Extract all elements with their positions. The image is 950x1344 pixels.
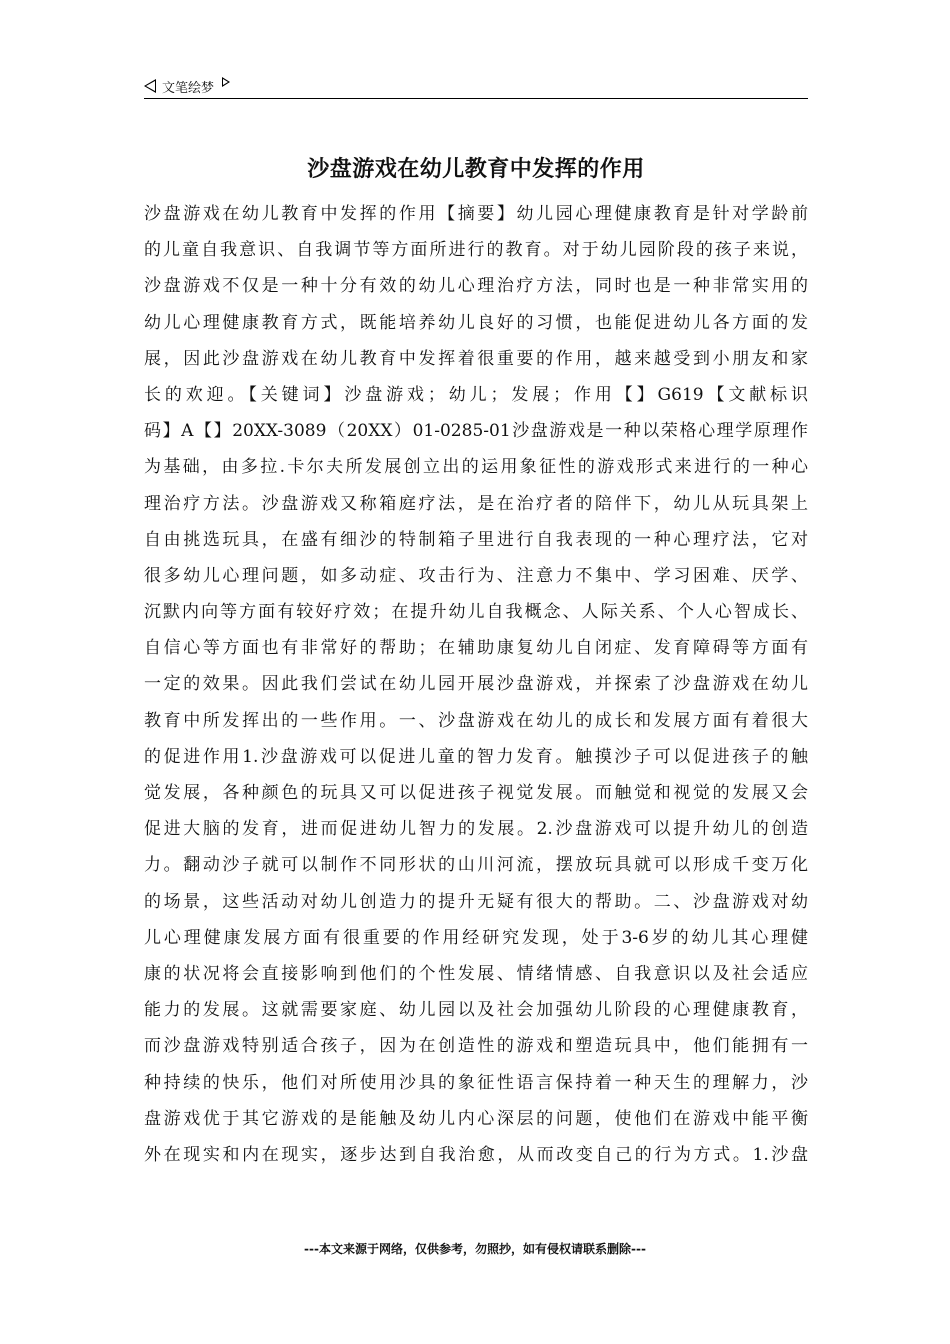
body-line: 盘游戏优于其它游戏的是能触及幼儿内心深层的问题，使他们在游戏中能平衡 — [144, 1108, 808, 1129]
page-header — [144, 74, 808, 99]
body-line: 觉发展，各种颜色的玩具又可以促进孩子视觉发展。而触觉和视觉的发展又会 — [144, 783, 808, 803]
body-line: 沉默内向等方面有较好疗效；在提升幼儿自我概念、人际关系、个人心智成长、 — [144, 602, 808, 623]
body-line: 的场景，这些活动对幼儿创造力的提升无疑有很大的帮助。二、沙盘游戏对幼 — [144, 891, 808, 912]
body-line: 长的欢迎。【关键词】沙盘游戏；幼儿；发展；作用【】G619【文献标识 — [144, 384, 808, 405]
document-body — [144, 196, 808, 1173]
body-line: 促进大脑的发育，进而促进幼儿智力的发展。2.沙盘游戏可以提升幼儿的创造 — [144, 819, 808, 840]
body-line: 沙盘游戏不仅是一种十分有效的幼儿心理治疗方法，同时也是一种非常实用的 — [144, 276, 808, 297]
body-line: 自信心等方面也有非常好的帮助；在辅助康复幼儿自闭症、发育障碍等方面有 — [144, 638, 808, 659]
body-line: 沙盘游戏在幼儿教育中发挥的作用【摘要】幼儿园心理健康教育是针对学龄前 — [144, 204, 808, 224]
body-line: 理治疗方法。沙盘游戏又称箱庭疗法，是在治疗者的陪伴下，幼儿从玩具架上 — [144, 493, 808, 514]
body-line: 的儿童自我意识、自我调节等方面所进行的教育。对于幼儿园阶段的孩子来说， — [144, 240, 808, 261]
body-line: 而沙盘游戏特别适合孩子，因为在创造性的游戏和塑造玩具中，他们能拥有一 — [144, 1036, 808, 1057]
body-line: 教育中所发挥出的一些作用。一、沙盘游戏在幼儿的成长和发展方面有着很大 — [144, 710, 808, 731]
document-title: 沙盘游戏在幼儿教育中发挥的作用 — [307, 157, 645, 182]
body-line: 力。翻动沙子就可以制作不同形状的山川河流，摆放玩具就可以形成千变万化 — [144, 855, 808, 876]
body-line: 康的状况将会直接影响到他们的个性发展、情绪情感、自我意识以及社会适应 — [144, 963, 808, 984]
triangle-right-icon — [222, 77, 230, 87]
body-line: 外在现实和内在现实，逐步达到自我治愈，从而改变自己的行为方式。1.沙盘 — [144, 1144, 808, 1165]
body-line: 码】A【】20XX-3089（20XX）01-0285-01沙盘游戏是一种以荣格心理学原理作 — [144, 421, 808, 442]
body-line: 幼儿心理健康教育方式，既能培养幼儿良好的习惯，也能促进幼儿各方面的发 — [144, 312, 808, 333]
body-line: 很多幼儿心理问题，如多动症、攻击行为、注意力不集中、学习困难、厌学、 — [144, 565, 808, 586]
body-line: 为基础，由多拉.卡尔夫所发展创立出的运用象征性的游戏形式来进行的一种心 — [144, 457, 808, 478]
body-line: 的促进作用1.沙盘游戏可以促进儿童的智力发育。触摸沙子可以促进孩子的触 — [144, 746, 808, 767]
body-line: 一定的效果。因此我们尝试在幼儿园开展沙盘游戏，并探索了沙盘游戏在幼儿 — [144, 674, 808, 695]
body-line: 种持续的快乐，他们对所使用沙具的象征性语言保持着一种天生的理解力，沙 — [144, 1072, 808, 1093]
triangle-left-icon — [144, 79, 156, 93]
body-line: 自由挑选玩具，在盛有细沙的特制箱子里进行自我表现的一种心理疗法，它对 — [144, 529, 808, 550]
header-text: 文笔绘梦 — [162, 80, 215, 96]
body-line: 展，因此沙盘游戏在幼儿教育中发挥着很重要的作用，越来越受到小朋友和家 — [144, 348, 808, 369]
body-line: 能力的发展。这就需要家庭、幼儿园以及社会加强幼儿阶段的心理健康教育， — [144, 1000, 808, 1021]
body-line: 儿心理健康发展方面有很重要的作用经研究发现，处于3-6岁的幼儿其心理健 — [144, 927, 808, 948]
footer-disclaimer: ---本文来源于网络，仅供参考，勿照抄，如有侵权请联系删除--- — [304, 1242, 646, 1256]
